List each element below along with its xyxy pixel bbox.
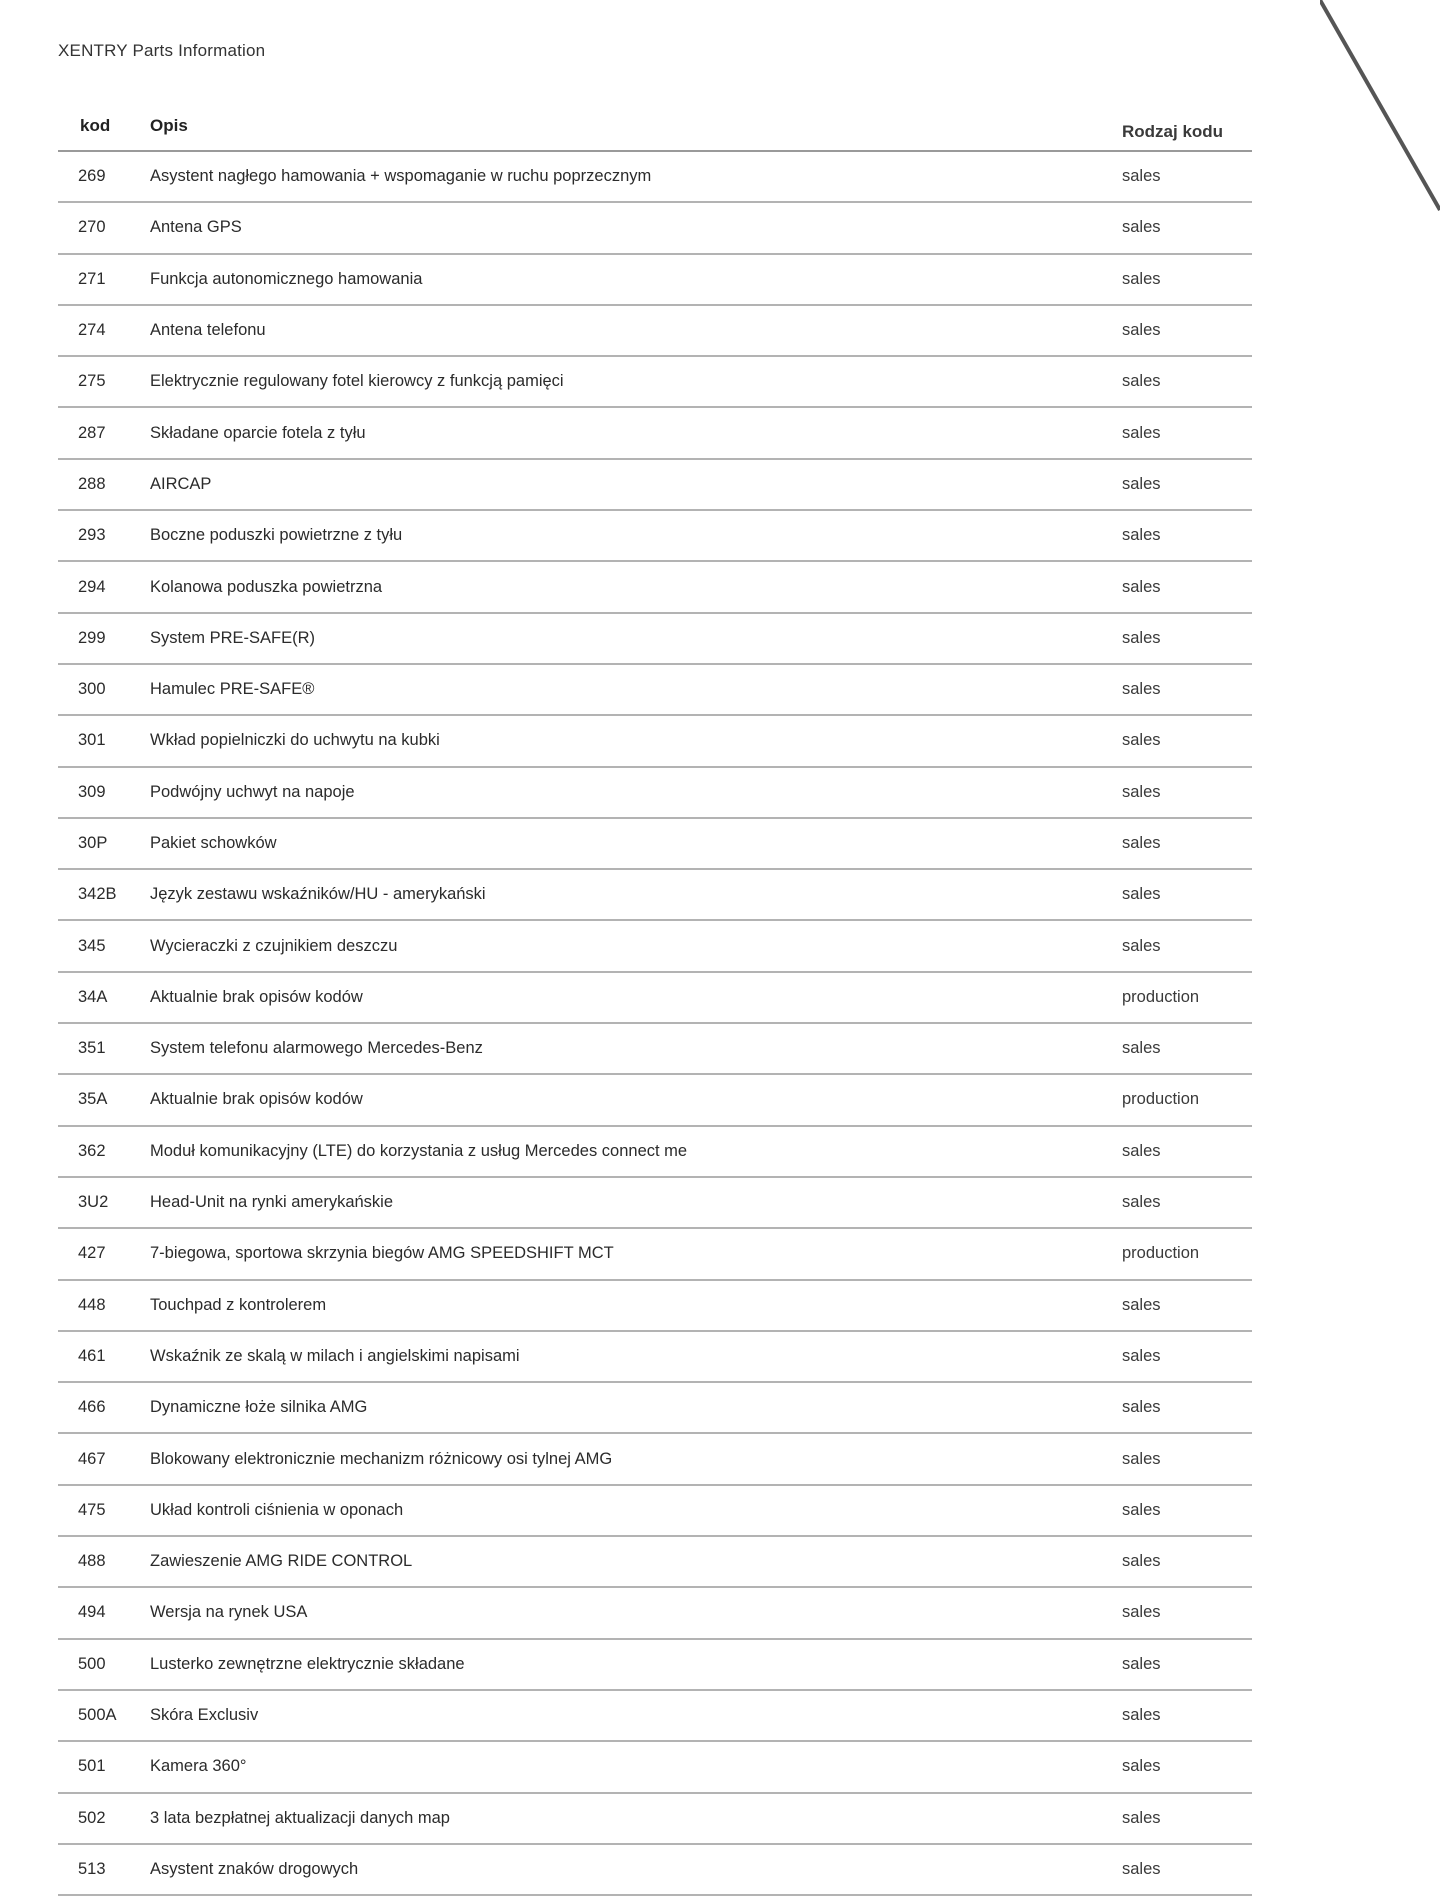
table-row bbox=[58, 1742, 1252, 1793]
cell-description: Aktualnie brak opisów kodów bbox=[150, 1090, 363, 1109]
cell-type: sales bbox=[1122, 167, 1161, 186]
table-row bbox=[58, 511, 1252, 562]
cell-code: 500A bbox=[78, 1706, 117, 1725]
cell-description: Pakiet schowków bbox=[150, 834, 277, 852]
cell-type: sales bbox=[1122, 1808, 1161, 1827]
cell-type: sales bbox=[1122, 1449, 1161, 1468]
cell-type: sales bbox=[1122, 474, 1161, 493]
parts-codes-table bbox=[58, 96, 1252, 1896]
cell-code: 500 bbox=[78, 1654, 106, 1673]
cell-description: Boczne poduszki powietrzne z tyłu bbox=[150, 526, 403, 545]
table-row bbox=[58, 255, 1252, 306]
cell-type: sales bbox=[1122, 1654, 1161, 1673]
cell-description: Moduł komunikacyjny (LTE) do korzystania z usług Mercedes connect me bbox=[150, 1141, 688, 1160]
cell-type: sales bbox=[1122, 218, 1161, 237]
cell-code: 30P bbox=[78, 834, 108, 852]
cell-description: Hamulec PRE-SAFE® bbox=[150, 680, 315, 699]
cell-code: 351 bbox=[78, 1039, 106, 1058]
cell-type: sales bbox=[1122, 526, 1161, 545]
cell-code: 475 bbox=[78, 1500, 106, 1519]
cell-code: 299 bbox=[78, 628, 106, 647]
table-row bbox=[58, 768, 1252, 819]
cell-type: sales bbox=[1122, 1039, 1161, 1058]
cell-description: Kolanowa poduszka powietrzna bbox=[150, 577, 383, 596]
cell-description: Antena GPS bbox=[150, 218, 242, 237]
cell-description: Zawieszenie AMG RIDE CONTROL bbox=[150, 1552, 413, 1571]
cell-description: Elektrycznie regulowany fotel kierowcy z funkcją pamięci bbox=[150, 372, 564, 391]
cell-description: Asystent nagłego hamowania + wspomaganie w ruchu poprzecznym bbox=[150, 167, 652, 186]
table-row bbox=[58, 306, 1252, 357]
cell-code: 35A bbox=[78, 1090, 108, 1109]
cell-type: sales bbox=[1122, 1552, 1161, 1571]
cell-description: 7-biegowa, sportowa skrzynia biegów AMG SPEEDSHIFT MCT bbox=[150, 1244, 614, 1263]
cell-type: production bbox=[1122, 1244, 1200, 1263]
cell-type: sales bbox=[1122, 1346, 1161, 1365]
cell-code: 293 bbox=[78, 526, 106, 545]
cell-description: Aktualnie brak opisów kodów bbox=[150, 987, 363, 1006]
table-row bbox=[58, 1383, 1252, 1434]
cell-description: AIRCAP bbox=[150, 474, 212, 493]
table-row bbox=[58, 1024, 1252, 1075]
table-row bbox=[58, 1537, 1252, 1588]
cell-code: 271 bbox=[78, 269, 106, 288]
cell-description: Wersja na rynek USA bbox=[150, 1603, 308, 1622]
cell-description: Antena telefonu bbox=[150, 321, 266, 340]
cell-type: sales bbox=[1122, 577, 1161, 596]
cell-code: 301 bbox=[78, 731, 106, 750]
table-row bbox=[58, 921, 1252, 972]
cell-description: Język zestawu wskaźników/HU - amerykański bbox=[150, 885, 486, 904]
cell-description: Touchpad z kontrolerem bbox=[150, 1295, 327, 1314]
cell-code: 513 bbox=[78, 1859, 106, 1878]
cell-type: sales bbox=[1122, 936, 1161, 955]
table-row bbox=[58, 562, 1252, 613]
table-row bbox=[58, 1845, 1252, 1896]
document-header-title: XENTRY Parts Information bbox=[58, 41, 266, 60]
scan-edge-shadow bbox=[1320, 0, 1440, 260]
cell-type: sales bbox=[1122, 423, 1161, 442]
table-row bbox=[58, 1127, 1252, 1178]
cell-code: 427 bbox=[78, 1244, 106, 1263]
cell-type: sales bbox=[1122, 1603, 1161, 1622]
cell-description: 3 lata bezpłatnej aktualizacji danych map bbox=[150, 1808, 450, 1827]
cell-code: 274 bbox=[78, 321, 106, 340]
cell-type: sales bbox=[1122, 1193, 1161, 1212]
table-row bbox=[58, 1332, 1252, 1383]
cell-code: 269 bbox=[78, 167, 106, 186]
cell-type: sales bbox=[1122, 1500, 1161, 1519]
table-row bbox=[58, 152, 1252, 203]
table-row bbox=[58, 203, 1252, 254]
cell-type: sales bbox=[1122, 834, 1161, 852]
table-row bbox=[58, 1691, 1252, 1742]
cell-description: Układ kontroli ciśnienia w oponach bbox=[150, 1500, 404, 1519]
cell-code: 494 bbox=[78, 1603, 106, 1622]
cell-type: production bbox=[1122, 987, 1200, 1006]
cell-code: 501 bbox=[78, 1757, 106, 1776]
cell-description: Wskaźnik ze skalą w milach i angielskimi napisami bbox=[150, 1346, 520, 1365]
cell-type: sales bbox=[1122, 1859, 1161, 1878]
table-row bbox=[58, 716, 1252, 767]
cell-description: System PRE-SAFE(R) bbox=[150, 628, 316, 647]
table-row bbox=[58, 1229, 1252, 1280]
column-header-description: Opis bbox=[150, 116, 188, 135]
cell-type: sales bbox=[1122, 680, 1161, 699]
cell-type: sales bbox=[1122, 321, 1161, 340]
cell-code: 309 bbox=[78, 782, 106, 801]
table-row bbox=[58, 460, 1252, 511]
cell-description: Składane oparcie fotela z tyłu bbox=[150, 423, 366, 442]
cell-code: 275 bbox=[78, 372, 106, 391]
cell-description: Funkcja autonomicznego hamowania bbox=[150, 269, 423, 288]
cell-type: production bbox=[1122, 1090, 1200, 1109]
table-row bbox=[58, 973, 1252, 1024]
cell-description: Kamera 360° bbox=[150, 1757, 247, 1776]
cell-description: Blokowany elektronicznie mechanizm różnicowy osi tylnej AMG bbox=[150, 1449, 613, 1468]
table-row bbox=[58, 870, 1252, 921]
cell-description: Podwójny uchwyt na napoje bbox=[150, 782, 355, 801]
cell-description: Wkład popielniczki do uchwytu na kubki bbox=[150, 731, 440, 750]
cell-type: sales bbox=[1122, 1706, 1161, 1725]
cell-code: 466 bbox=[78, 1398, 106, 1417]
column-header-code: kod bbox=[80, 116, 111, 135]
cell-type: sales bbox=[1122, 269, 1161, 288]
cell-code: 270 bbox=[78, 218, 106, 237]
cell-code: 288 bbox=[78, 474, 106, 493]
cell-description: Asystent znaków drogowych bbox=[150, 1859, 359, 1878]
cell-code: 294 bbox=[78, 577, 106, 596]
table-header-row bbox=[58, 96, 1252, 152]
table-body bbox=[58, 152, 1252, 1896]
table-row bbox=[58, 1281, 1252, 1332]
cell-description: Lusterko zewnętrzne elektrycznie składane bbox=[150, 1654, 465, 1673]
cell-code: 34A bbox=[78, 987, 108, 1006]
cell-type: sales bbox=[1122, 372, 1161, 391]
cell-type: sales bbox=[1122, 782, 1161, 801]
table-row bbox=[58, 819, 1252, 870]
cell-code: 362 bbox=[78, 1141, 106, 1160]
cell-code: 448 bbox=[78, 1295, 106, 1314]
cell-code: 342B bbox=[78, 885, 117, 904]
cell-type: sales bbox=[1122, 1398, 1161, 1417]
cell-type: sales bbox=[1122, 1141, 1161, 1160]
table-row bbox=[58, 1178, 1252, 1229]
cell-code: 3U2 bbox=[78, 1193, 109, 1212]
cell-description: Wycieraczki z czujnikiem deszczu bbox=[150, 936, 398, 955]
cell-description: Dynamiczne łoże silnika AMG bbox=[150, 1398, 368, 1417]
cell-code: 345 bbox=[78, 936, 106, 955]
table-row bbox=[58, 1794, 1252, 1845]
table-row bbox=[58, 1434, 1252, 1485]
cell-description: System telefonu alarmowego Mercedes-Benz bbox=[150, 1039, 483, 1058]
column-header-type: Rodzaj kodu bbox=[1122, 122, 1224, 141]
cell-type: sales bbox=[1122, 1757, 1161, 1776]
table-row bbox=[58, 1588, 1252, 1639]
cell-code: 488 bbox=[78, 1552, 106, 1571]
cell-type: sales bbox=[1122, 1295, 1161, 1314]
cell-code: 300 bbox=[78, 680, 106, 699]
cell-type: sales bbox=[1122, 628, 1161, 647]
table-row bbox=[58, 665, 1252, 716]
table-row bbox=[58, 357, 1252, 408]
cell-description: Head-Unit na rynki amerykańskie bbox=[150, 1193, 394, 1212]
cell-type: sales bbox=[1122, 731, 1161, 750]
table-row bbox=[58, 614, 1252, 665]
table-row bbox=[58, 408, 1252, 459]
cell-code: 467 bbox=[78, 1449, 106, 1468]
cell-code: 461 bbox=[78, 1346, 106, 1365]
table-row bbox=[58, 1640, 1252, 1691]
cell-description: Skóra Exclusiv bbox=[150, 1706, 259, 1725]
cell-type: sales bbox=[1122, 885, 1161, 904]
table-row bbox=[58, 1486, 1252, 1537]
cell-code: 287 bbox=[78, 423, 106, 442]
table-row bbox=[58, 1075, 1252, 1126]
cell-code: 502 bbox=[78, 1808, 106, 1827]
